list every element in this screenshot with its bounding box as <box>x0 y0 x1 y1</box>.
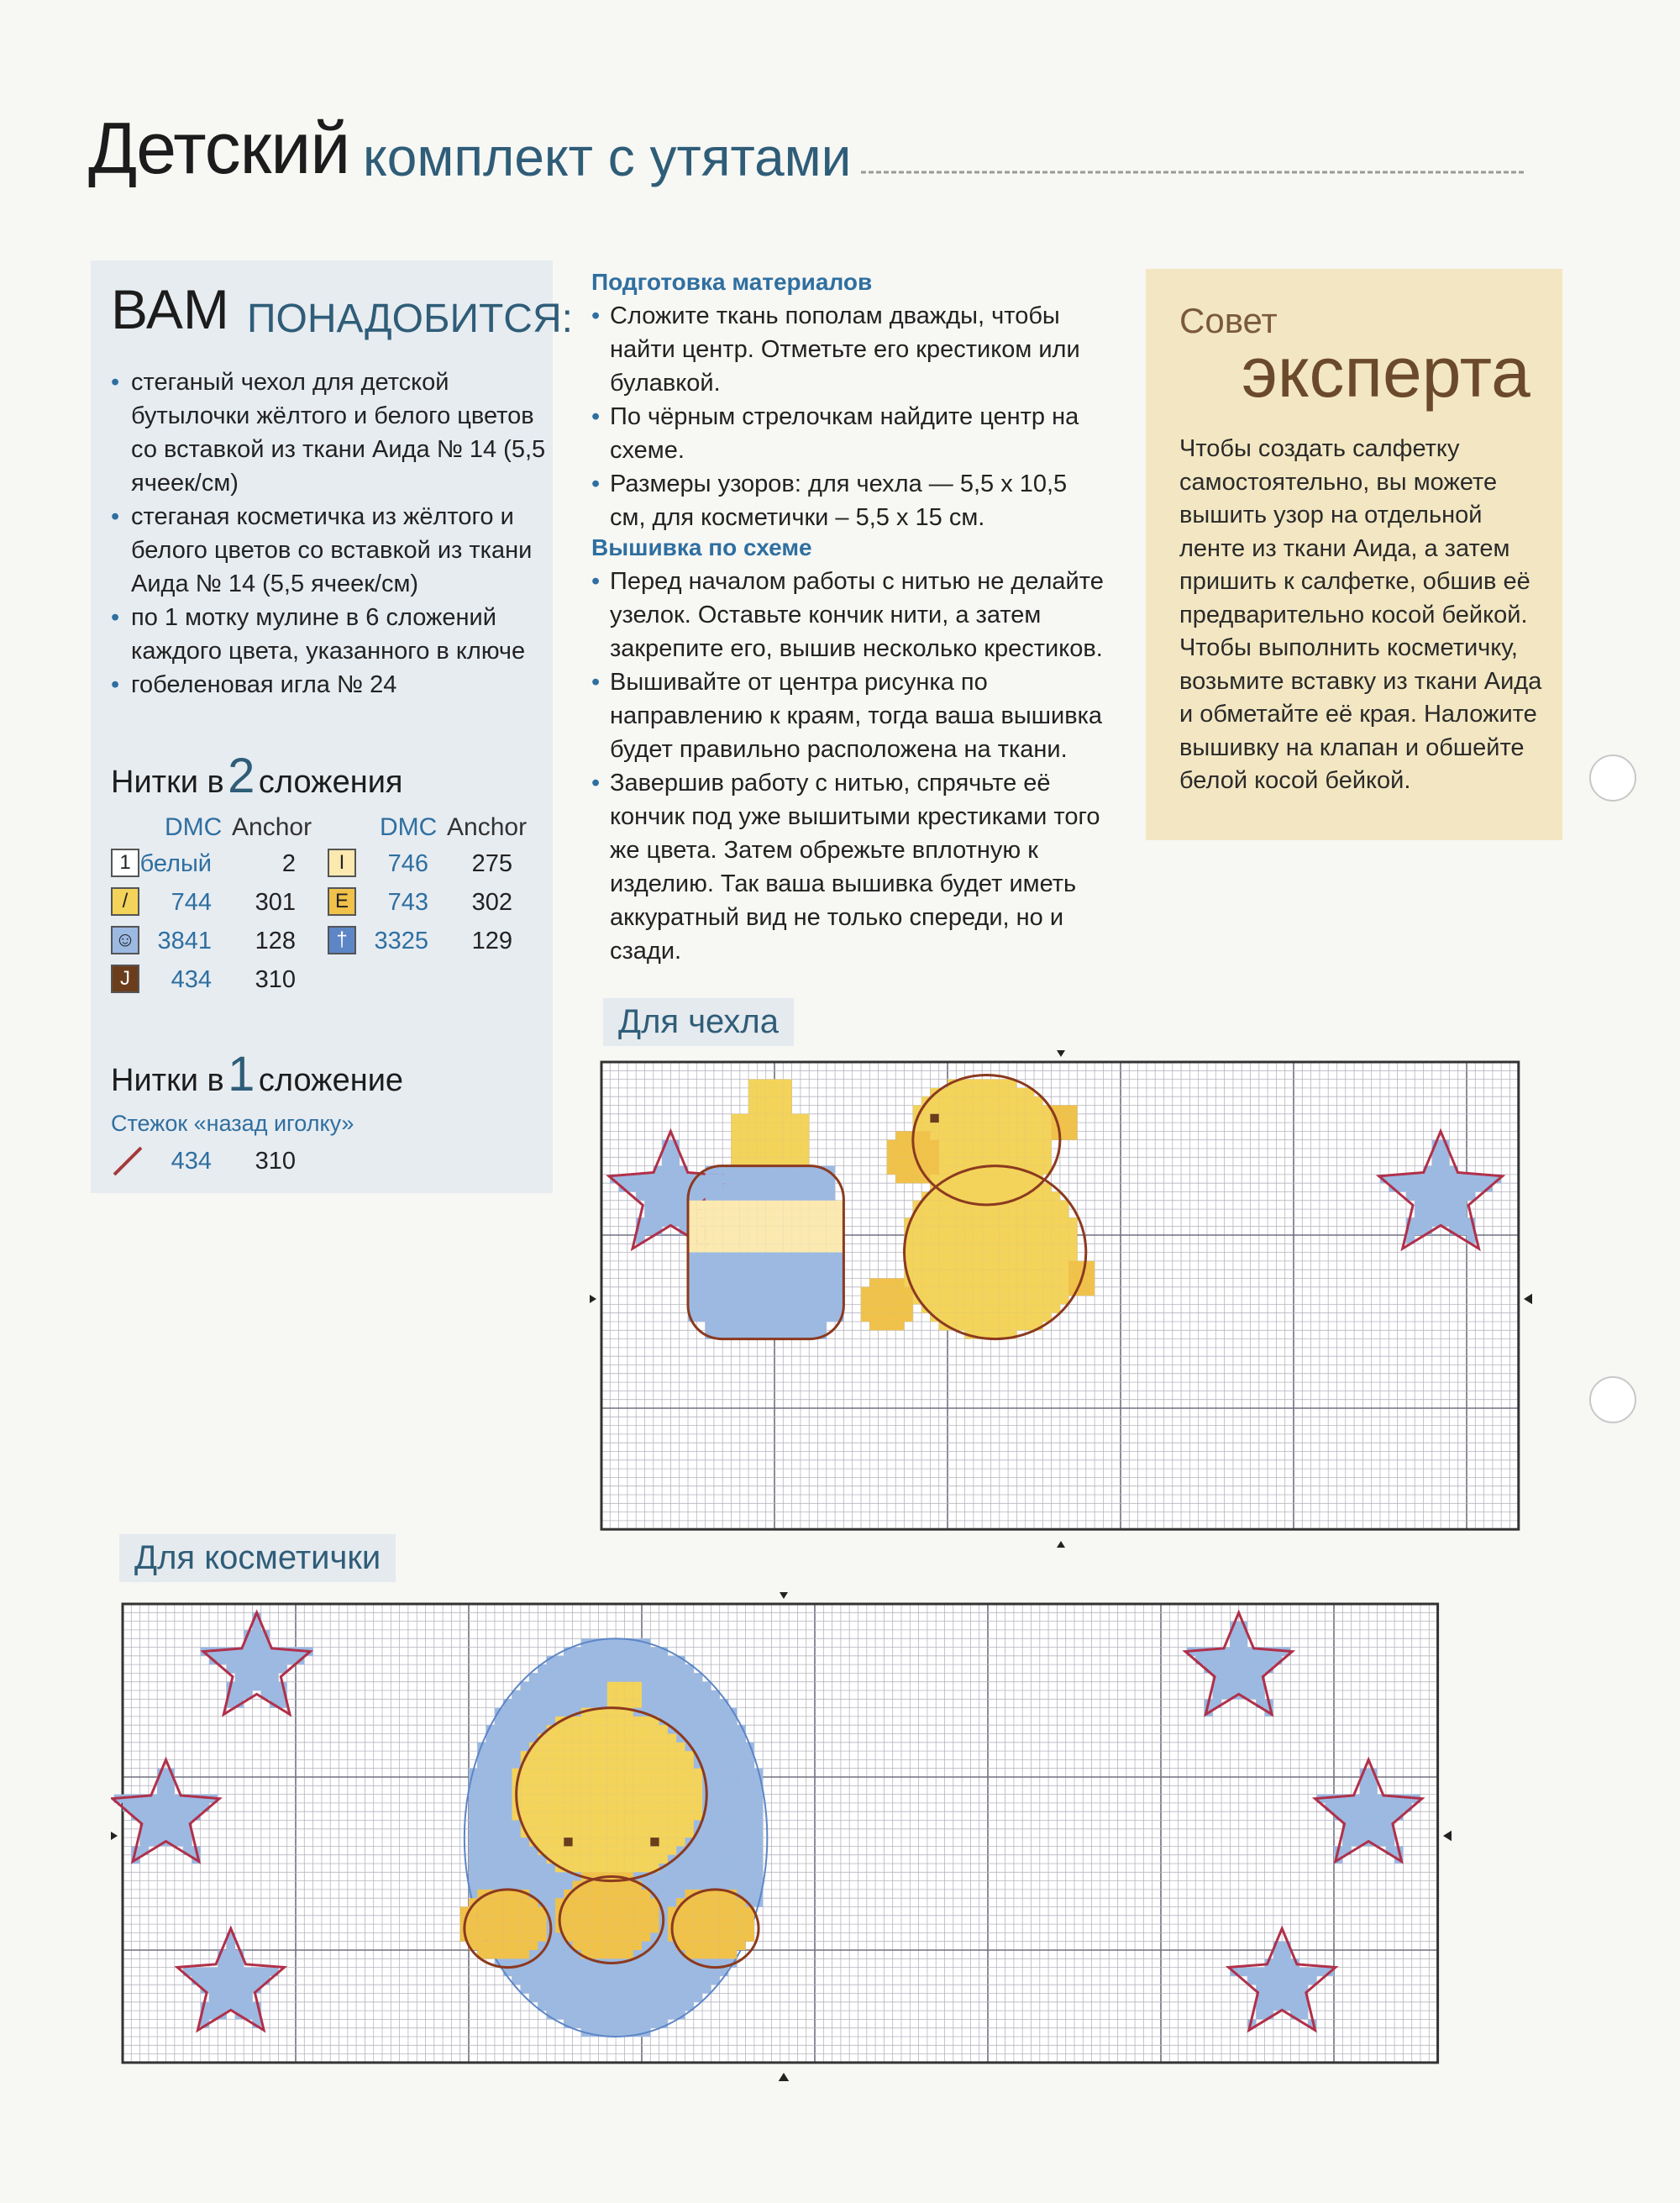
key-row <box>111 849 329 882</box>
key-anchor: 301 <box>255 889 296 916</box>
backstitch-label: Стежок «назад иголку» <box>111 1111 354 1136</box>
expert-label-small: Совет <box>1179 301 1278 340</box>
key-dmc: 3325 <box>374 928 428 954</box>
key-symbol: ☺ <box>111 926 139 954</box>
expert-text: Чтобы создать салфетку самостоятельно, вы можете вышить узор на отдельной ленте из ткани Аида, а затем пришить к салфетке, обшив её предварительно косой бейкой. Чтобы выполнить косметичку, возьмите вставку из ткани Аида и обметайте её края. Наложите вышивку на клапан и обшейте белой косой бейкой. <box>1179 435 1542 794</box>
key-col-anchor: Anchor <box>232 813 312 841</box>
duck-foot-left <box>460 1890 547 1959</box>
key-col-anchor-2: Anchor <box>447 813 528 841</box>
materials-item: • по 1 мотку мулине в 6 сложений каждого цвета, указанного в ключе <box>111 601 548 668</box>
duck-beak <box>1052 1106 1078 1140</box>
embroidery-item: • Перед началом работы с нитью не делайте узелок. Оставьте кончик нити, а затем закрепите его, вышив несколько крестиков. <box>591 565 1104 665</box>
materials-item: • стеганая косметичка из жёлтого и белого цветов со вставкой из ткани Аида № 14 (5,5 ячеек/см) <box>111 500 548 601</box>
materials-list <box>111 365 548 702</box>
threads-two-label-a: Нитки в <box>111 765 224 800</box>
key-anchor: 128 <box>255 928 296 954</box>
expert-label-big: эксперта <box>1242 333 1530 412</box>
key-dmc: 434 <box>171 966 212 993</box>
bottle-base <box>706 1322 827 1339</box>
duck-tuft <box>607 1682 642 1708</box>
key-dmc: 743 <box>387 889 428 916</box>
key-col-dmc-2: DMC <box>380 813 438 841</box>
threads-one-label-b: сложение <box>258 1063 404 1098</box>
key-row <box>111 926 329 960</box>
materials-heading-big: ВАМ <box>111 278 229 340</box>
key-col-dmc: DMC <box>165 813 223 841</box>
key-anchor: 302 <box>471 889 512 916</box>
page-subtitle: комплект с утятами <box>363 127 852 187</box>
key-dmc: 3841 <box>157 928 212 954</box>
embroidery-heading: Вышивка по схеме <box>591 534 812 560</box>
title-rule <box>861 168 1533 176</box>
key-symbol: † <box>328 926 356 954</box>
threads-one-number: 1 <box>228 1047 255 1102</box>
key-row <box>328 849 546 882</box>
materials-heading-small: ПОНАДОБИТСЯ: <box>247 297 573 341</box>
cover-chart <box>590 1050 1532 1548</box>
key-anchor: 310 <box>255 966 296 993</box>
duck-foot-right <box>668 1890 754 1959</box>
embroidery-item: • Завершив работу с нитью, спрячьте её кончик под уже вышитыми крестиками того же цвета. Затем обрежьте вплотную к изделию. Так ваша вышивка будет иметь аккуратный вид не только спереди, но и сзади. <box>591 766 1104 968</box>
threads-one-heading <box>111 1046 403 1102</box>
threads-two-heading <box>111 748 403 804</box>
binder-hole <box>1589 754 1636 802</box>
bottle-neck <box>732 1114 810 1166</box>
preparation-heading: Подготовка материалов <box>591 269 873 295</box>
key-symbol: J <box>111 965 139 993</box>
center-arrow-right <box>1443 1827 1452 1844</box>
threads-two-number: 2 <box>228 749 255 803</box>
bag-chart-label: Для косметички <box>119 1534 396 1582</box>
preparation-item: • Сложите ткань пополам дважды, чтобы найти центр. Отметьте его крестиком или булавкой. <box>591 299 1104 400</box>
embroidery-list <box>591 565 1104 968</box>
key-symbol: / <box>111 887 139 916</box>
backstitch-dmc: 434 <box>171 1148 212 1175</box>
duck-eye <box>930 1114 938 1123</box>
key-dmc: 744 <box>171 889 212 916</box>
bottle-body-top <box>688 1201 843 1253</box>
key-anchor: 275 <box>471 850 512 877</box>
materials-item: • гобеленовая игла № 24 <box>111 668 548 702</box>
key-row <box>328 926 546 960</box>
key-row <box>111 887 329 921</box>
center-arrow-right <box>1524 1291 1532 1307</box>
bottle-body-bottom <box>688 1253 843 1322</box>
key-dmc: 746 <box>387 850 428 877</box>
preparation-item: • По чёрным стрелочкам найдите центр на схеме. <box>591 400 1104 467</box>
key-anchor: 2 <box>281 850 296 877</box>
key-symbol: E <box>328 887 356 916</box>
bag-chart <box>111 1592 1452 2081</box>
center-arrow-bottom <box>1053 1541 1069 1548</box>
center-arrow-top <box>1053 1050 1069 1057</box>
key-symbol: I <box>328 849 356 877</box>
threads-one-label-a: Нитки в <box>111 1063 224 1098</box>
key-anchor: 129 <box>471 928 512 954</box>
center-arrow-left <box>111 1827 118 1844</box>
center-arrow-top <box>775 1592 792 1599</box>
bottle-nipple <box>748 1080 792 1114</box>
embroidery-item: • Вышивайте от центра рисунка по направлению к краям, тогда ваша вышивка будет правильно расположена на ткани. <box>591 665 1104 766</box>
key-row <box>328 887 546 921</box>
backstitch-anchor: 310 <box>255 1148 296 1175</box>
center-arrow-left <box>590 1291 596 1307</box>
key-dmc: белый <box>139 850 212 877</box>
key-row <box>111 965 329 998</box>
binder-hole <box>1589 1376 1636 1423</box>
materials-item: • стеганый чехол для детской бутылочки жёлтого и белого цветов со вставкой из ткани Аида № 14 (5,5 ячеек/см) <box>111 365 548 500</box>
preparation-item: • Размеры узоров: для чехла — 5,5 х 10,5 см, для косметички – 5,5 х 15 см. <box>591 467 1104 534</box>
bottle-ring <box>706 1166 836 1201</box>
preparation-list <box>591 299 1104 534</box>
threads-two-label-b: сложения <box>258 765 403 800</box>
center-arrow-bottom <box>775 2073 792 2081</box>
key-symbol: 1 <box>111 849 139 877</box>
cover-chart-label: Для чехла <box>603 998 794 1046</box>
page-title: Детский <box>88 108 350 189</box>
